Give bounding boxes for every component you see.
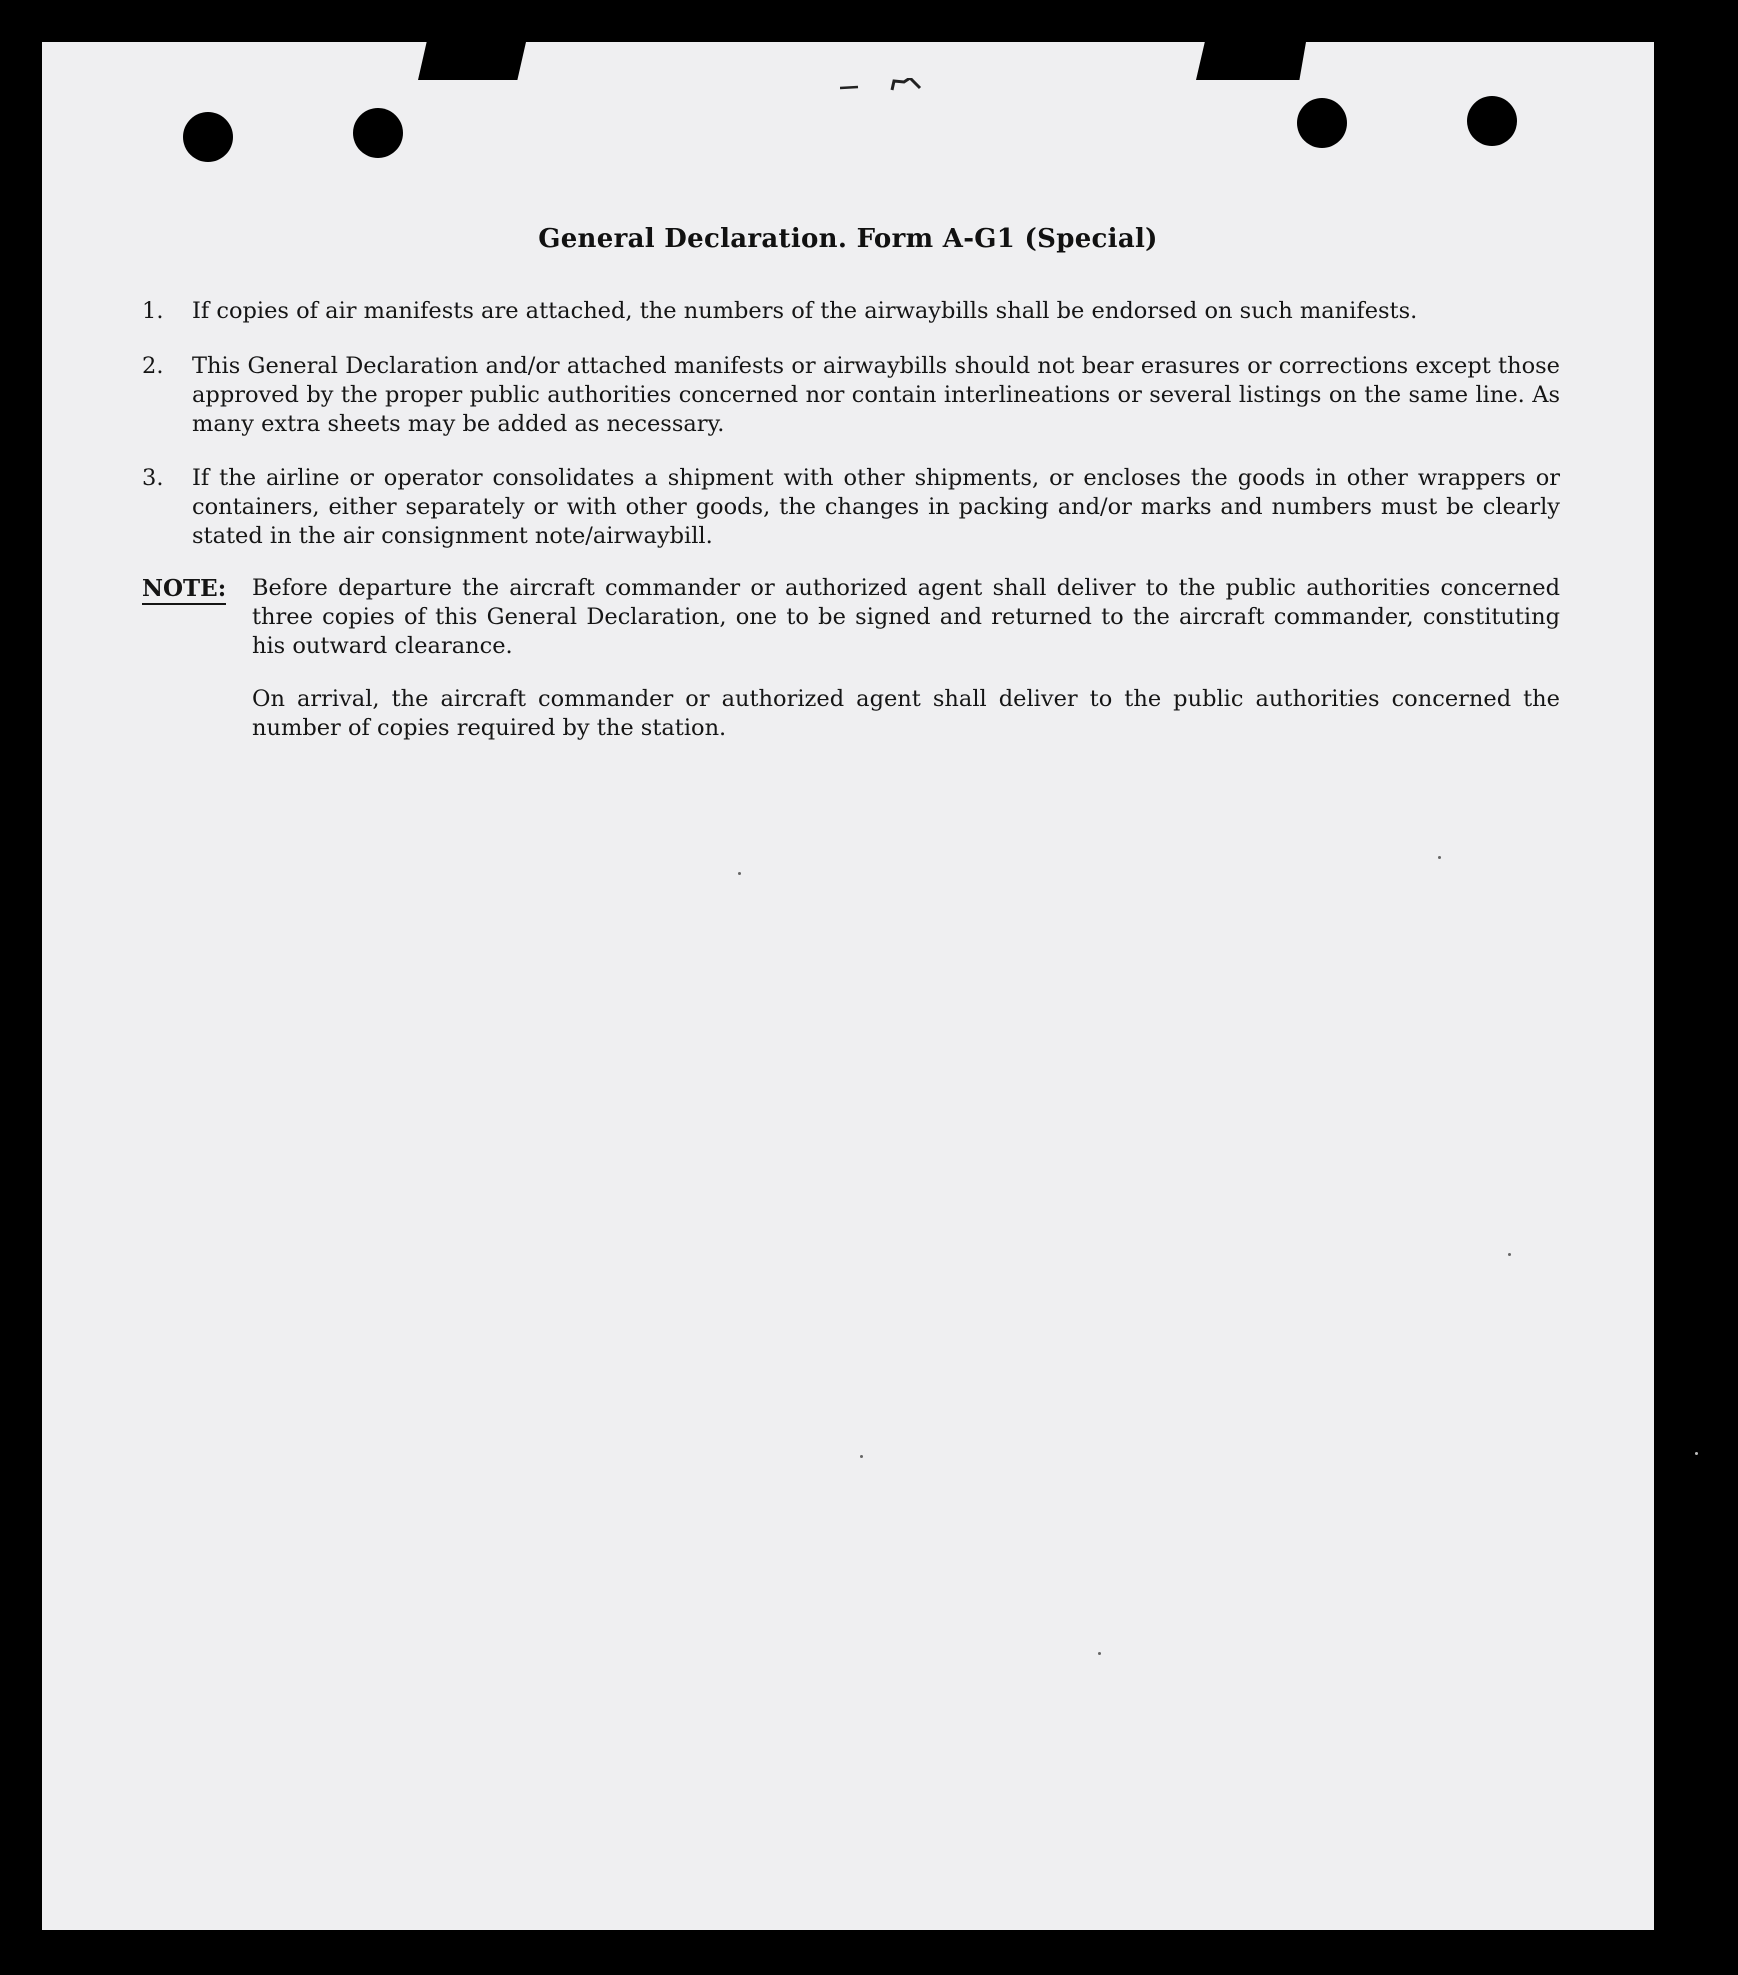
paper-speck <box>1098 1652 1101 1655</box>
binder-tab-right <box>1196 42 1306 80</box>
list-item-3 <box>142 464 1560 551</box>
note-label: NOTE: <box>142 574 226 605</box>
punch-hole-3 <box>1297 98 1347 148</box>
binder-tab-left <box>418 42 526 80</box>
note-paragraph-1: Before departure the aircraft commander or authorized agent shall deliver to the public authorities concerned three copies of this General Declaration, one to be signed and returned to the aircraft commander, constituting his outward clearance. <box>252 575 1560 659</box>
paper-speck <box>738 872 741 875</box>
punch-hole-4 <box>1467 96 1517 146</box>
list-item-number: 1. <box>142 298 164 324</box>
paper-speck <box>1438 856 1441 859</box>
punch-hole-2 <box>353 108 403 158</box>
list-item-2 <box>142 352 1560 439</box>
list-item-1 <box>142 297 1560 326</box>
note-paragraph-2: On arrival, the aircraft commander or authorized agent shall deliver to the public authorities concerned the number of copies required by the station. <box>252 686 1560 741</box>
paper-speck <box>1508 1253 1511 1256</box>
document-title: General Declaration. Form A-G1 (Special) <box>538 224 1158 254</box>
paper-speck <box>860 1455 863 1458</box>
list-item-text: If copies of air manifests are attached, the numbers of the airwaybills shall be endorsed on such manifests. <box>192 298 1418 324</box>
edge-speck <box>1695 1452 1698 1455</box>
list-item-number: 2. <box>142 353 164 379</box>
punch-hole-1 <box>183 112 233 162</box>
list-item-text: If the airline or operator consolidates a shipment with other shipments, or encloses the goods in other wrappers or containers, either separately or with other goods, the changes in packing and/or marks and numbers must be clearly stated in the air consignment note/airwaybill. <box>192 465 1560 549</box>
list-item-text: This General Declaration and/or attached manifests or airwaybills should not bear erasures or corrections except those approved by the proper public authorities concerned nor contain interlineations or several listings on the same line. As many extra sheets may be added as necessary. <box>192 353 1560 437</box>
stray-ink-mark <box>840 78 930 92</box>
list-item-number: 3. <box>142 465 164 491</box>
